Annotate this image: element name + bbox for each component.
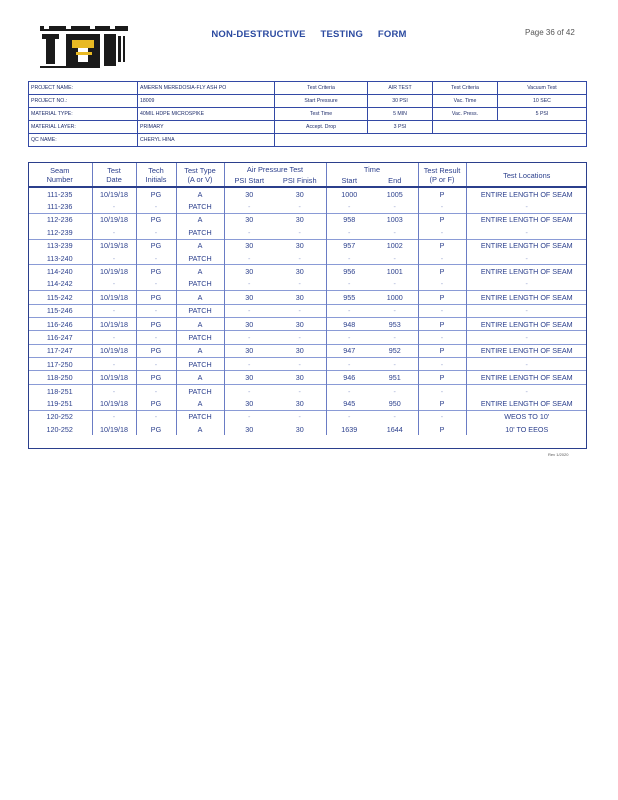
cell-start: 1000 [341,189,358,199]
table-row [28,291,587,304]
cell-end: - [372,304,418,317]
cell-ps: - [224,384,274,397]
cell-result: P [418,187,466,200]
table-row [28,187,587,200]
test-date-header [92,162,136,187]
test-time-value: 5 MIN [368,108,433,121]
table-row [28,423,587,435]
table-row [28,252,587,265]
header-line: Tech [148,166,164,175]
cell-tech: PG [136,291,176,304]
cell-tech: - [136,226,176,239]
cell-pf: - [274,200,326,213]
cell-ps: 30 [224,317,274,330]
cell-seam: 114-240 [28,265,92,278]
cell-result: P [418,423,466,435]
time-end-header: End [372,175,418,187]
cell-ps: - [224,358,274,371]
vac-time-label: Vac. Time [433,95,498,108]
cell-ps: 30 [245,398,254,408]
header-line: Test Result [423,166,461,175]
cell-pf: - [274,358,326,371]
header-line: Seam [50,166,70,175]
cell-ps: - [248,202,251,212]
cell-ps: 30 [224,371,274,384]
cell-date: 10/19/18 [92,423,136,435]
cell-date: 10/19/18 [92,344,136,357]
cell-tech: PG [136,344,176,357]
cell-pf: - [274,410,326,423]
cell-date: - [92,200,136,213]
cell-loc: - [466,358,587,371]
cell-loc: ENTIRE LENGTH OF SEAM [466,239,587,252]
project-no-label: PROJECT NO.: [29,95,138,108]
cell-pf: - [274,304,326,317]
cell-start: 955 [326,291,372,304]
cell-loc: - [525,253,528,263]
cell-tech: PG [136,239,176,252]
cell-date: - [92,410,136,423]
cell-end: 950 [372,397,418,410]
blank-cell [433,121,587,134]
cell-start: 945 [343,398,356,408]
criteria-label: Test Criteria [275,82,368,95]
cell-pf: 30 [274,317,326,330]
cell-start: - [326,331,372,344]
table-body [28,187,587,435]
vac-time-value: 10 SEC [498,95,587,108]
cell-tech: PG [136,371,176,384]
cell-date: 10/19/18 [92,291,136,304]
cell-date: - [92,252,136,265]
cell-start: 947 [326,344,372,357]
cell-end: 1001 [372,265,418,278]
table-row [28,239,587,252]
cell-date: 10/19/18 [92,265,136,278]
cell-type: PATCH [176,304,224,317]
cell-tech: - [136,384,176,397]
cell-start: 946 [326,371,372,384]
cell-start: 956 [326,265,372,278]
header-line: Test Type [184,166,216,175]
cell-date: - [92,331,136,344]
cell-start: 948 [326,317,372,330]
cell-pf: 30 [274,265,326,278]
cell-date: 10/19/18 [92,397,136,410]
cell-start: - [326,384,372,397]
cell-tech: PG [136,423,176,435]
cell-loc: - [466,384,587,397]
title-part-3: FORM [377,29,407,40]
vac-press-label: Vac. Press. [433,108,498,121]
cell-type: PATCH [176,278,224,291]
cell-result: P [418,265,466,278]
cell-type: A [176,291,224,304]
cell-type: A [176,239,224,252]
cell-start: - [348,227,351,237]
cell-result: - [418,200,466,213]
cell-ps: - [248,253,251,263]
cell-tech: PG [136,397,176,410]
cell-tech: - [136,304,176,317]
cell-result: - [418,384,466,397]
table-row [28,278,587,291]
project-info-table [28,81,587,147]
cell-end: 1000 [372,291,418,304]
cell-seam: 113-240 [28,252,92,265]
page-number: Page 36 of 42 [525,28,575,37]
cell-end: - [372,358,418,371]
cell-end: 1003 [372,213,418,226]
cell-loc: - [525,279,528,289]
air-pressure-header: Air Pressure Test [224,162,326,175]
cell-seam: 118-250 [28,371,92,384]
cell-result: - [418,358,466,371]
cell-end: 951 [372,371,418,384]
cell-tech: PG [136,213,176,226]
table-row [28,213,587,226]
vac-criteria-label: Test Criteria [433,82,498,95]
seam-number-header [28,162,92,187]
cell-tech: - [136,252,176,265]
psi-finish-header: PSI Finish [274,175,326,187]
cell-seam: 112-239 [28,226,92,239]
cell-result: P [418,371,466,384]
test-result-header [418,162,466,187]
cell-date: 10/19/18 [92,239,136,252]
cell-type: A [176,187,224,200]
material-layer-label: MATERIAL LAYER: [29,121,138,134]
table-row [28,397,587,410]
cell-start: - [348,279,351,289]
project-no-value: 18009 [138,95,275,108]
table-row [28,331,587,344]
cell-seam: 120-252 [28,410,92,423]
cell-end: 1644 [372,423,418,435]
cell-ps: 30 [224,239,274,252]
cell-date: 10/19/18 [92,371,136,384]
cell-type: A [176,213,224,226]
cell-type: A [176,371,224,384]
table-row [28,226,587,239]
cell-pf: - [274,384,326,397]
cell-pf: 30 [274,291,326,304]
cell-ps: 30 [224,265,274,278]
cell-tech: - [136,410,176,423]
cell-ps: - [224,410,274,423]
psi-start-header: PSI Start [234,176,265,185]
material-type-value: 40MIL HDPE MICROSPIKE [138,108,275,121]
cell-result: - [418,331,466,344]
cell-result: P [418,344,466,357]
cell-ps: - [248,227,251,237]
cell-end: 952 [372,344,418,357]
cell-loc: ENTIRE LENGTH OF SEAM [480,189,573,199]
cell-end: - [372,252,418,265]
cell-pf: 30 [274,239,326,252]
header-line: Date [106,175,122,184]
project-name-value: AMEREN MEREDOSIA-FLY ASH PO [138,82,275,95]
table-row [28,200,587,213]
cell-pf: 30 [274,371,326,384]
cell-date: - [92,304,136,317]
cell-pf: - [274,252,326,265]
table-row [28,317,587,330]
vac-criteria-value: Vacuum Test [498,82,587,95]
cell-ps: 30 [224,213,274,226]
cell-date: - [92,358,136,371]
cell-pf: 30 [274,344,326,357]
accept-drop-label: Accept. Drop [275,121,368,134]
cell-tech: - [136,331,176,344]
cell-seam: 111-235 [28,187,92,200]
cell-type: PATCH [176,384,224,397]
cell-date: - [92,278,136,291]
cell-ps: - [224,331,274,344]
project-name-label: PROJECT NAME: [29,82,138,95]
cell-tech: - [136,358,176,371]
cell-loc: - [466,304,587,317]
cell-result: - [418,226,466,239]
cell-start: 958 [326,213,372,226]
qc-name-value: CHERYL HINA [138,134,275,147]
cell-end: 1002 [372,239,418,252]
cell-end: - [372,410,418,423]
cell-start: - [326,304,372,317]
tech-initials-header [136,162,176,187]
cell-result: P [418,291,466,304]
cell-ps: 30 [224,291,274,304]
cell-pf: 30 [274,397,326,410]
time-start-header: Start [341,176,358,185]
qc-name-label: QC NAME: [29,134,138,147]
header-line: Test [107,166,121,175]
cell-loc: ENTIRE LENGTH OF SEAM [466,213,587,226]
cell-end: - [372,384,418,397]
cell-seam: 118-251 [28,384,92,397]
cell-ps: 30 [245,189,254,199]
table-row [28,384,587,397]
cell-ps: 30 [245,424,254,434]
cell-loc: - [525,202,528,212]
cell-date: - [92,384,136,397]
cell-loc: ENTIRE LENGTH OF SEAM [466,371,587,384]
test-time-label: Test Time [275,108,368,121]
cell-result: - [418,252,466,265]
table-row [28,358,587,371]
cell-tech: - [136,278,176,291]
cell-result: - [418,278,466,291]
cell-type: PATCH [176,358,224,371]
header-line: Number [46,175,73,184]
vac-press-value: 5 PSI [498,108,587,121]
cell-seam: 112-236 [28,213,92,226]
criteria-value: AIR TEST [368,82,433,95]
cell-seam: 117-250 [28,358,92,371]
cell-date: 10/19/18 [92,187,136,200]
cell-seam: 116-247 [28,331,92,344]
cell-end: - [372,278,418,291]
cell-loc: ENTIRE LENGTH OF SEAM [466,291,587,304]
header-line: (A or V) [187,175,213,184]
cell-start: - [326,358,372,371]
cell-seam: 114-242 [28,278,92,291]
time-header: Time [326,162,418,175]
cell-ps: 30 [224,344,274,357]
cell-seam: 119-251 [28,397,92,410]
test-locations-header: Test Locations [503,170,551,180]
start-pressure-value: 30 PSI [368,95,433,108]
table-row [28,371,587,384]
test-type-header [176,162,224,187]
cell-tech: PG [136,265,176,278]
cell-start: - [348,202,351,212]
material-type-label: MATERIAL TYPE: [29,108,138,121]
cell-ps: - [248,279,251,289]
seam-test-table [28,162,587,435]
cell-loc: ENTIRE LENGTH OF SEAM [466,317,587,330]
cell-seam: 115-246 [28,304,92,317]
start-pressure-label: Start Pressure [275,95,368,108]
cell-type: PATCH [176,200,224,213]
cell-start: - [326,410,372,423]
cell-seam: 111-236 [28,200,92,213]
cell-loc: ENTIRE LENGTH OF SEAM [480,398,573,408]
cell-type: A [176,344,224,357]
cell-type: A [176,265,224,278]
cell-type: PATCH [176,410,224,423]
cell-type: A [176,397,224,410]
cell-pf: 30 [274,213,326,226]
cell-end: - [372,200,418,213]
cell-end: - [372,331,418,344]
cell-end: 1005 [372,187,418,200]
cell-start: - [348,253,351,263]
cell-seam: 120-252 [28,423,92,435]
cell-pf: - [274,278,326,291]
title-part-1: NON-DESTRUCTIVE [211,29,306,40]
cell-start: 1639 [341,424,358,434]
table-row [28,344,587,357]
cell-ps: - [224,304,274,317]
cell-pf: - [274,331,326,344]
accept-drop-value: 3 PSI [368,121,433,134]
cell-pf: 30 [274,187,326,200]
cell-end: - [372,226,418,239]
cell-loc: - [466,331,587,344]
table-row [28,304,587,317]
revision-note: Rev 1/2020 [548,452,569,457]
blank-cell [275,134,587,147]
cell-type: PATCH [176,252,224,265]
cell-result: - [418,304,466,317]
cell-loc: ENTIRE LENGTH OF SEAM [466,265,587,278]
header-line: (P or F) [429,175,455,184]
cell-seam: 115-242 [28,291,92,304]
cell-pf: - [274,226,326,239]
cell-loc: WEOS TO 10' [466,410,587,423]
title-part-2: TESTING [320,29,364,40]
cell-seam: 116-246 [28,317,92,330]
cell-start: 957 [326,239,372,252]
cell-tech: - [136,200,176,213]
cell-loc: - [525,227,528,237]
cell-seam: 113-239 [28,239,92,252]
cell-date: 10/19/18 [92,317,136,330]
cell-result: P [418,239,466,252]
cell-result: - [418,410,466,423]
cell-result: P [418,397,466,410]
cell-tech: PG [136,187,176,200]
cell-loc: 10' TO EEOS [505,424,549,434]
cell-date: 10/19/18 [92,213,136,226]
cell-result: P [418,213,466,226]
cell-type: PATCH [176,331,224,344]
cell-type: PATCH [176,226,224,239]
cell-pf: 30 [274,423,326,435]
cell-type: A [176,317,224,330]
table-row [28,265,587,278]
material-layer-value: PRIMARY [138,121,275,134]
header-line: Initials [145,175,167,184]
cell-loc: ENTIRE LENGTH OF SEAM [466,344,587,357]
cell-seam: 117-247 [28,344,92,357]
cell-result: P [418,317,466,330]
cell-end: 953 [372,317,418,330]
cell-tech: PG [136,317,176,330]
table-row [28,410,587,423]
cell-type: A [176,423,224,435]
cell-date: - [92,226,136,239]
